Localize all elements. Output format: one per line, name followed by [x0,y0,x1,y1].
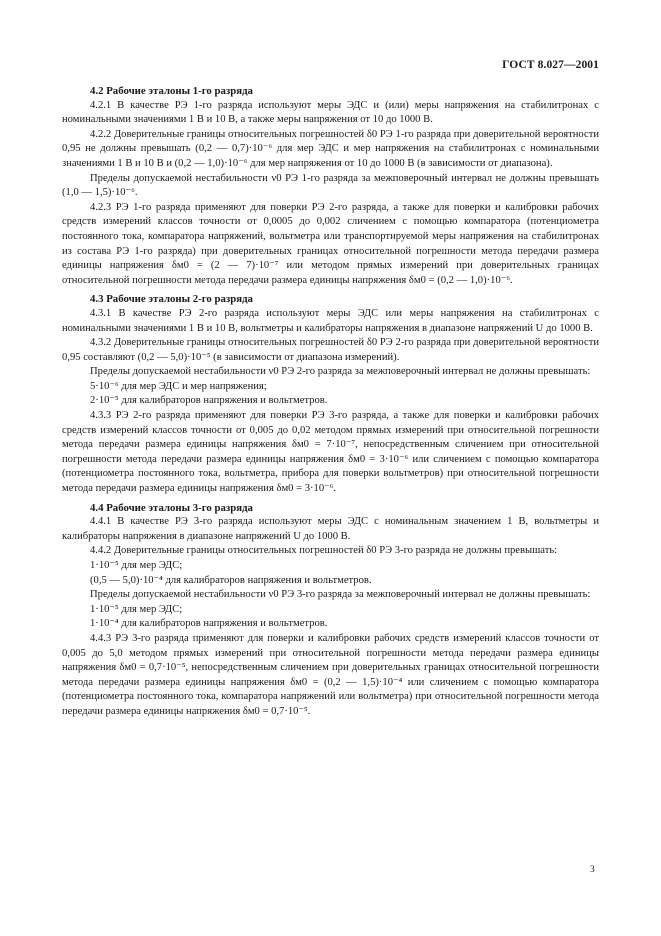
paragraph-4-4-3: 4.4.3 РЭ 3-го разряда применяют для поверки и калибровки рабочих средств измерений классов точности от 0,005 до 5,0 методом прямых измерений при относительной погрешности метода передачи размера единицы напряжения δм0 = 0,7·10⁻⁵, непосредственным сличением при доверительных границах относительной погрешности метода передачи размера единицы напряжения δм0 = (0,2 — 1,5)·10⁻⁴ или сличением с помощью компаратора (потенциометра постоянного тока, компаратора напряжений или вольтметра) при относительной погрешности метода передачи размера единицы напряжения δм0 = 0,7·10⁻⁵. [62,632,599,717]
section-heading-4-2: 4.2 Рабочие эталоны 1-го разряда [90,85,253,97]
list-item: 1·10⁻⁵ для мер ЭДС; [90,560,183,571]
section-heading-4-3: 4.3 Рабочие эталоны 2-го разряда [90,293,253,306]
paragraph-stability-1: Пределы допускаемой нестабильности ν0 РЭ 1-го разряда за межповерочный интервал не должны превышать (1,0 — 1,5)·10⁻⁶. [62,172,599,199]
paragraph-4-3-3: 4.3.3 РЭ 2-го разряда применяют для поверки РЭ 3-го разряда, а также для поверки и калибровки рабочих средств измерений классов точности от 0,005 до 0,02 методом прямых измерений при относительной погрешности метода передачи размера единицы напряжения δм0 = 7·10⁻⁷, непосредственным сличением при относительной погрешности метода передачи размера единицы напряжения δм0 = 3·10⁻⁶ или сличением с помощью компаратора (потенциометра постоянного тока, вольтметра, прибора для поверки вольтметров) при относительной погрешности метода передачи размера единицы напряжения δм0 = 3·10⁻⁶. [62,410,599,495]
list-item: 5·10⁻⁶ для мер ЭДС и мер напряжения; [90,380,267,392]
paragraph-4-4-2: 4.4.2 Доверительные границы относительных погрешностей δ0 РЭ 3-го разряда не должны превышать: [90,545,558,557]
list-item: 2·10⁻⁵ для калибраторов напряжения и вольтметров. [90,395,328,407]
paragraph-4-3-2: 4.3.2 Доверительные границы относительных погрешностей δ0 РЭ 2-го разряда при доверительной вероятности 0,95 составляют (0,2 — 5,0)·10⁻⁵ (в зависимости от диапазона измерений). [62,337,599,363]
standard-number: ГОСТ 8.027—2001 [502,59,599,71]
paragraph-4-2-2: 4.2.2 Доверительные границы относительных погрешностей δ0 РЭ 1-го разряда при доверительной вероятности 0,95 не должны превышать (0,2 — 0,7)·10⁻⁶ для мер ЭДС и мер напряжения на стабилитронах с номинальными значениями 1 В и 10 В и (0,2 — 1,0)·10⁻⁶ для мер напряжения от 10 до 1000 В (в зависимости от диапазона). [62,128,599,169]
section-heading-4-4: 4.4 Рабочие эталоны 3-го разряда [90,501,253,514]
paragraph-4-4-1: 4.4.1 В качестве РЭ 3-го разряда используют меры ЭДС с номинальным значением 1 В, вольтметры и калибраторы напряжения в диапазоне напряжений U до 1000 В. [62,516,599,542]
page-content [62,84,599,720]
list-item: 1·10⁻⁴ для калибраторов напряжения и вольтметров. [90,618,328,630]
paragraph-stability-2: Пределы допускаемой нестабильности ν0 РЭ 2-го разряда за межповерочный интервал не должны превышать: [90,366,591,378]
paragraph-stability-3: Пределы допускаемой нестабильности ν0 РЭ 3-го разряда за межповерочный интервал не должны превышать: [90,589,591,601]
list-item: (0,5 — 5,0)·10⁻⁴ для калибраторов напряжения и вольтметров. [90,574,372,586]
list-item: 1·10⁻⁵ для мер ЭДС; [90,603,183,615]
page-number: 3 [590,865,595,875]
paragraph-4-3-1: 4.3.1 В качестве РЭ 2-го разряда используют меры ЭДС или меры напряжения на стабилитронах с номинальными значениями 1 В и 10 В, вольтметры и калибраторы напряжения в диапазоне напряжений U до 1000 В. [62,307,599,334]
paragraph-4-2-1: 4.2.1 В качестве РЭ 1-го разряда используют меры ЭДС и (или) меры напряжения на стабилитронах с номинальными значениями 1 В и 10 В, а также меры напряжения от 10 до 1000 В. [62,99,599,126]
paragraph-4-2-3: 4.2.3 РЭ 1-го разряда применяют для поверки РЭ 2-го разряда, а также для поверки и калибровки рабочих средств измерений классов точности от 0,0005 до 0,002 сличением с помощью компаратора (потенциометра постоянного тока, компаратора напряжений, вольтметра или транспортируемой меры напряжения на стабилитронах из состава РЭ 1-го разряда) при доверительных границах относительной погрешности метода передачи размера единицы напряжения δм0 = (2 — 7)·10⁻⁷ или методом прямых измерений при доверительных границах относительной погрешности метода передачи размера единицы напряжения δм0 = (0,2 — 1,0)·10⁻⁶. [62,201,599,286]
